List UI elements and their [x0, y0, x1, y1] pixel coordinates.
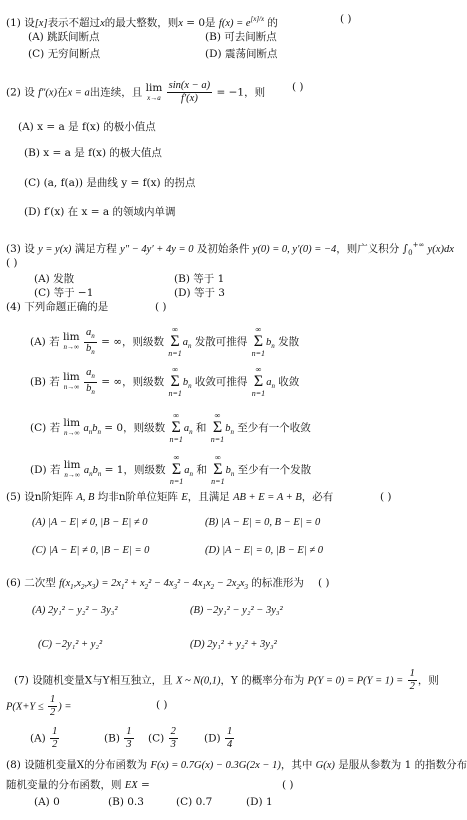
q7-answer-blank[interactable]: ( )	[156, 699, 168, 711]
q1-stem: (1) 设[x]表示不超过x的最大整数，则x = 0是 $f(x) = e^{[x]/x}$ 的	[6, 15, 278, 29]
q6-option-c[interactable]: (C) −2y₁² + y₂²	[38, 639, 103, 650]
q1-option-c[interactable]: (C) 无穷间断点	[28, 48, 101, 60]
q3-option-c[interactable]: (C) 等于 −1	[34, 287, 94, 299]
q2-option-c[interactable]: (C) (a, f(a)) 是曲线 y = f(x) 的拐点	[24, 177, 196, 189]
q5-answer-blank[interactable]: ( )	[380, 491, 392, 503]
q3-stem: (3) 设 y = y(x) 满足方程 y″ − 4y′ + 4y = 0 及初始条件 y(0) = 0, y′(0) = −4，则广义积分 $\int_0^{+\infty}$ y(x)dx	[6, 241, 454, 257]
q7-option-a[interactable]: (A) $\frac{1}{2}$	[30, 726, 58, 750]
q8-option-a[interactable]: (A) 0	[34, 796, 60, 808]
q6-option-b[interactable]: (B) −2y₁² − y₂² − 3y₃²	[190, 605, 283, 616]
q3-option-b[interactable]: (B) 等于 1	[174, 273, 225, 285]
q2-answer-blank[interactable]: ( )	[292, 81, 304, 93]
q8-stem-continued: 随机变量的分布函数，则 EX =	[6, 779, 150, 791]
q6-option-d[interactable]: (D) 2y₁² + y₂² + 3y₃²	[190, 639, 277, 650]
q4-answer-blank[interactable]: ( )	[155, 301, 167, 313]
q7-option-c[interactable]: (C) $\frac{2}{3}$	[148, 726, 176, 750]
q2-option-b[interactable]: (B) x = a 是 f(x) 的极大值点	[24, 147, 162, 159]
q3-answer-blank[interactable]: ( )	[6, 257, 18, 269]
q5-stem: (5) 设n阶矩阵 A, B 均非n阶单位矩阵 E，且满足 AB + E = A + B，必有	[6, 491, 334, 503]
q2-option-a[interactable]: (A) x = a 是 f(x) 的极小值点	[18, 121, 156, 133]
q2-stem: (2) 设 f″(x)在x = a出连续，且 lim x→a $\frac{\sin(x - a)}{f'(x)}$ = −1，则	[6, 80, 266, 104]
q7-stem-continued: P(X+Y ≤ $\frac{1}{2}$ ) =	[6, 694, 72, 718]
q4-stem: (4) 下列命题正确的是	[6, 301, 109, 313]
q7-option-d[interactable]: (D) $\frac{1}{4}$	[204, 726, 233, 750]
q5-option-d[interactable]: (D) |A − E| = 0, |B − E| ≠ 0	[205, 545, 323, 556]
q4-option-b[interactable]: (B) 若 lim n→∞ $\frac{a_n}{b_n}$ = ∞，则级数 ∞ Σ $n=1b_n$ 收敛可推得 ∞ Σ $n=1a_n$ 收敛	[30, 365, 300, 398]
q2-option-d[interactable]: (D) f′(x) 在 x = a 的领域内单调	[24, 206, 176, 218]
q3-option-d[interactable]: (D) 等于 3	[174, 287, 225, 299]
q8-stem: (8) 设随机变量X的分布函数为 F(x) = 0.7G(x) − 0.3G(2x − 1)，其中 G(x) 是服从参数为 1 的指数分布	[6, 759, 467, 771]
q5-option-a[interactable]: (A) |A − E| ≠ 0, |B − E| ≠ 0	[32, 517, 148, 528]
q8-option-c[interactable]: (C) 0.7	[176, 796, 213, 808]
q6-option-a[interactable]: (A) 2y₁² − y₂² − 3y₃²	[32, 605, 118, 616]
q3-option-a[interactable]: (A) 发散	[34, 273, 75, 285]
q6-answer-blank[interactable]: ( )	[318, 577, 330, 589]
q8-option-b[interactable]: (B) 0.3	[108, 796, 144, 808]
q6-stem: (6) 二次型 $f(x_1,x_2,x_3) = 2x_1^2 + x_2^2 - 4x_3^2 - 4x_1x_2 - 2x_2x_3$ 的标准形为	[6, 577, 304, 591]
q5-option-c[interactable]: (C) |A − E| ≠ 0, |B − E| = 0	[32, 545, 150, 556]
q7-option-b[interactable]: (B) $\frac{1}{3}$	[104, 726, 132, 750]
q4-option-c[interactable]: (C) 若 lim n→∞ $a_nb_n = 0$，则级数 ∞ Σ $n=1a_n$ 和 ∞ Σ $n=1b_n$ 至少有一个收敛	[30, 411, 311, 444]
q8-answer-blank[interactable]: ( )	[282, 779, 294, 791]
q1-option-b[interactable]: (B) 可去间断点	[205, 31, 277, 43]
q4-option-d[interactable]: (D) 若 lim n→∞ $a_nb_n = 1$，则级数 ∞ Σ $n=1a_n$ 和 ∞ Σ $n=1b_n$ 至少有一个发散	[30, 453, 312, 486]
q1-answer-blank[interactable]: ( )	[340, 13, 352, 25]
q1-option-d[interactable]: (D) 震荡间断点	[205, 48, 278, 60]
q1-option-a[interactable]: (A) 跳跃间断点	[28, 31, 100, 43]
q5-option-b[interactable]: (B) |A − E| = 0, B − E| = 0	[205, 517, 321, 528]
q8-option-d[interactable]: (D) 1	[246, 796, 273, 808]
q7-stem: (7) 设随机变量X与Y相互独立，且 X ~ N(0,1)，Y 的概率分布为 P(Y = 0) = P(Y = 1) = $\frac{1}{2}$ ，则	[14, 668, 439, 692]
q4-option-a[interactable]: (A) 若 lim n→∞ $\frac{a_n}{b_n}$ = ∞，则级数 ∞ Σ $n=1a_n$ 发散可推得 ∞ Σ $n=1b_n$ 发散	[30, 325, 300, 358]
